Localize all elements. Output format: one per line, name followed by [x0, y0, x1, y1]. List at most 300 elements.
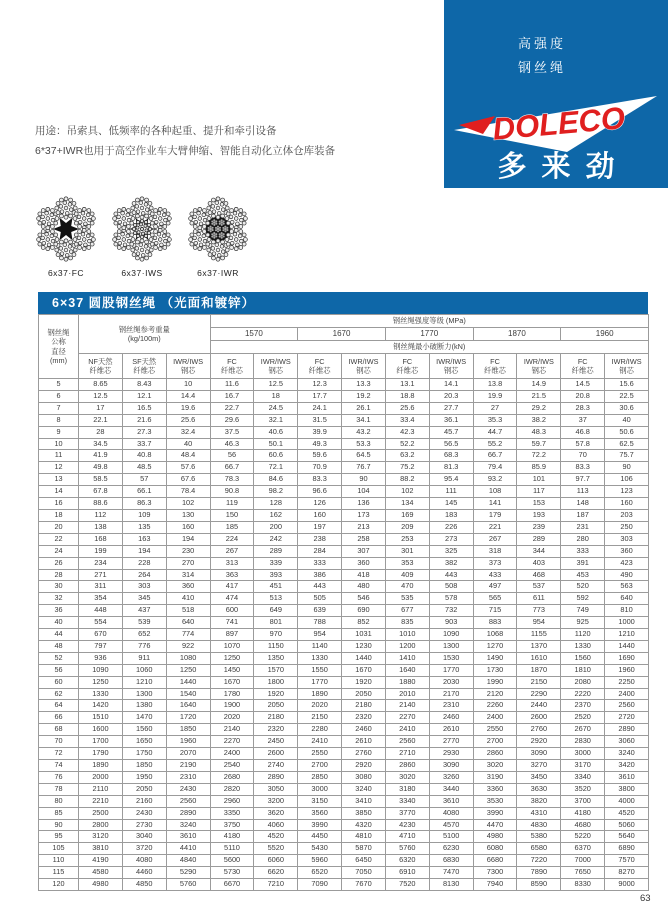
- value-cell: 2710: [385, 748, 429, 760]
- col-header-strength: 钢丝绳强度等级 (MPa): [210, 315, 649, 328]
- value-cell: 1350: [254, 652, 298, 664]
- value-cell: 3340: [385, 795, 429, 807]
- table-row: [39, 402, 649, 414]
- value-cell: 3720: [122, 843, 166, 855]
- value-cell: 2850: [298, 771, 342, 783]
- value-cell: 66.7: [210, 462, 254, 474]
- table-row: [39, 783, 649, 795]
- value-cell: 1800: [254, 676, 298, 688]
- diameter-cell: 115: [39, 867, 79, 879]
- diameter-cell: 56: [39, 664, 79, 676]
- value-cell: 1150: [254, 640, 298, 652]
- value-cell: 2160: [122, 795, 166, 807]
- diameter-cell: 76: [39, 771, 79, 783]
- value-cell: 363: [210, 569, 254, 581]
- value-cell: 3990: [298, 819, 342, 831]
- value-cell: 14.1: [429, 379, 473, 391]
- value-cell: 2890: [254, 771, 298, 783]
- value-cell: 1560: [122, 724, 166, 736]
- value-cell: 30.6: [605, 402, 649, 414]
- value-cell: 29.6: [210, 414, 254, 426]
- value-cell: 160: [298, 509, 342, 521]
- diameter-cell: 110: [39, 855, 79, 867]
- value-cell: 1790: [79, 748, 123, 760]
- diameter-cell: 40: [39, 617, 79, 629]
- value-cell: 5060: [605, 819, 649, 831]
- value-cell: 423: [605, 557, 649, 569]
- value-cell: 4410: [166, 843, 210, 855]
- diameter-cell: 16: [39, 498, 79, 510]
- value-cell: 1155: [517, 629, 561, 641]
- value-cell: 835: [385, 617, 429, 629]
- value-cell: 339: [254, 557, 298, 569]
- table-row: [39, 498, 649, 510]
- diameter-cell: 80: [39, 795, 79, 807]
- value-cell: 41.9: [79, 450, 123, 462]
- value-cell: 3750: [210, 819, 254, 831]
- value-cell: 2820: [210, 783, 254, 795]
- table-row: [39, 605, 649, 617]
- diameter-cell: 13: [39, 474, 79, 486]
- value-cell: 112: [79, 509, 123, 521]
- value-cell: 732: [429, 605, 473, 617]
- value-cell: 2440: [517, 700, 561, 712]
- value-cell: 59.7: [517, 438, 561, 450]
- logo-text-cn: 多来劲: [497, 151, 630, 183]
- value-cell: 231: [561, 521, 605, 533]
- usage-line2: 6*37+IWR也用于高空作业车大臂伸缩、智能自动化立体仓库装备: [35, 145, 336, 157]
- value-cell: 267: [210, 545, 254, 557]
- value-cell: 3180: [385, 783, 429, 795]
- value-cell: 1300: [429, 640, 473, 652]
- value-cell: 3080: [342, 771, 386, 783]
- value-cell: 46.8: [561, 426, 605, 438]
- value-cell: 497: [473, 581, 517, 593]
- value-cell: 776: [122, 640, 166, 652]
- value-cell: 194: [122, 545, 166, 557]
- value-cell: 123: [605, 486, 649, 498]
- value-cell: 3530: [473, 795, 517, 807]
- value-cell: 226: [429, 521, 473, 533]
- value-cell: 2270: [210, 736, 254, 748]
- value-cell: 7570: [605, 855, 649, 867]
- value-cell: 67.6: [166, 474, 210, 486]
- subcol-header: IWR/IWS 钢芯: [605, 354, 649, 379]
- weight-title: 钢丝绳参考重量: [118, 324, 170, 334]
- value-cell: 715: [473, 605, 517, 617]
- value-cell: 5100: [429, 831, 473, 843]
- diameter-cell: 60: [39, 676, 79, 688]
- value-cell: 6830: [429, 855, 473, 867]
- subcol-header: SF天然 纤维芯: [122, 354, 166, 379]
- value-cell: 4080: [122, 855, 166, 867]
- value-cell: 284: [298, 545, 342, 557]
- value-cell: 1540: [166, 688, 210, 700]
- value-cell: 2860: [473, 748, 517, 760]
- value-cell: 5220: [561, 831, 605, 843]
- value-cell: 2110: [79, 783, 123, 795]
- value-cell: 3150: [298, 795, 342, 807]
- value-cell: 2960: [210, 795, 254, 807]
- logo-text-en: DOLECO: [491, 100, 627, 147]
- value-cell: 18: [254, 390, 298, 402]
- value-cell: 1850: [166, 724, 210, 736]
- value-cell: 1900: [210, 700, 254, 712]
- value-cell: 1690: [605, 652, 649, 664]
- value-cell: 3440: [429, 783, 473, 795]
- value-cell: 253: [385, 533, 429, 545]
- value-cell: 403: [517, 557, 561, 569]
- value-cell: 14.9: [517, 379, 561, 391]
- value-cell: 2430: [166, 783, 210, 795]
- value-cell: 113: [561, 486, 605, 498]
- value-cell: 2050: [122, 783, 166, 795]
- table-row: [39, 379, 649, 391]
- value-cell: 37.5: [210, 426, 254, 438]
- value-cell: 1010: [385, 629, 429, 641]
- value-cell: 88.2: [385, 474, 429, 486]
- diameter-cell: 11: [39, 450, 79, 462]
- value-cell: 2180: [254, 712, 298, 724]
- value-cell: 19.2: [342, 390, 386, 402]
- value-cell: 239: [517, 521, 561, 533]
- value-cell: 1440: [166, 676, 210, 688]
- value-cell: 20.3: [429, 390, 473, 402]
- value-cell: 11.6: [210, 379, 254, 391]
- value-cell: 63.2: [385, 450, 429, 462]
- value-cell: 53.3: [342, 438, 386, 450]
- value-cell: 1890: [79, 760, 123, 772]
- value-cell: 32.4: [166, 426, 210, 438]
- value-cell: 2180: [342, 700, 386, 712]
- value-cell: 7940: [473, 879, 517, 891]
- value-cell: 2520: [561, 712, 605, 724]
- value-cell: 4180: [210, 831, 254, 843]
- value-cell: 183: [429, 509, 473, 521]
- table-row: [39, 807, 649, 819]
- value-cell: 33.7: [122, 438, 166, 450]
- value-cell: 84.6: [254, 474, 298, 486]
- value-cell: 2410: [298, 736, 342, 748]
- value-cell: 48.4: [166, 450, 210, 462]
- value-cell: 2050: [342, 688, 386, 700]
- value-cell: 4570: [429, 819, 473, 831]
- value-cell: 72.2: [517, 450, 561, 462]
- value-cell: 354: [79, 593, 123, 605]
- value-cell: 611: [517, 593, 561, 605]
- value-cell: 451: [254, 581, 298, 593]
- value-cell: 75.2: [385, 462, 429, 474]
- value-cell: 138: [79, 521, 123, 533]
- banner-title-line2: 钢丝绳: [518, 60, 567, 75]
- value-cell: 35.3: [473, 414, 517, 426]
- spec-table: [38, 314, 649, 891]
- table-row: [39, 700, 649, 712]
- table-row: [39, 629, 649, 641]
- value-cell: 1031: [342, 629, 386, 641]
- value-cell: 788: [298, 617, 342, 629]
- value-cell: 264: [122, 569, 166, 581]
- value-cell: 72.1: [254, 462, 298, 474]
- value-cell: 93.2: [473, 474, 517, 486]
- value-cell: 150: [210, 509, 254, 521]
- brand-banner: [444, 0, 668, 188]
- value-cell: 1068: [473, 629, 517, 641]
- value-cell: 382: [429, 557, 473, 569]
- value-cell: 134: [385, 498, 429, 510]
- rope-diagram-iwr: [180, 196, 256, 278]
- value-cell: 1880: [385, 676, 429, 688]
- value-cell: 2540: [210, 760, 254, 772]
- rope-diagram-label: 6x37·IWS: [121, 268, 163, 278]
- value-cell: 2740: [254, 760, 298, 772]
- value-cell: 33.4: [385, 414, 429, 426]
- value-cell: 1440: [342, 652, 386, 664]
- value-cell: 36.1: [429, 414, 473, 426]
- value-cell: 1510: [79, 712, 123, 724]
- value-cell: 2430: [122, 807, 166, 819]
- value-cell: 270: [166, 557, 210, 569]
- value-cell: 258: [342, 533, 386, 545]
- value-cell: 199: [79, 545, 123, 557]
- value-cell: 563: [605, 581, 649, 593]
- value-cell: 2400: [605, 688, 649, 700]
- value-cell: 474: [210, 593, 254, 605]
- value-cell: 360: [342, 557, 386, 569]
- value-cell: 418: [342, 569, 386, 581]
- value-cell: 106: [605, 474, 649, 486]
- value-cell: 3090: [517, 748, 561, 760]
- col-header-breaking: 钢丝绳最小破断力(kN): [210, 341, 649, 354]
- diameter-cell: 85: [39, 807, 79, 819]
- value-cell: 3620: [254, 807, 298, 819]
- value-cell: 141: [473, 498, 517, 510]
- value-cell: 1750: [122, 748, 166, 760]
- value-cell: 2370: [561, 700, 605, 712]
- value-cell: 280: [561, 533, 605, 545]
- value-cell: 203: [605, 509, 649, 521]
- value-cell: 2320: [254, 724, 298, 736]
- value-cell: 453: [561, 569, 605, 581]
- value-cell: 70.9: [298, 462, 342, 474]
- value-cell: 2210: [79, 795, 123, 807]
- value-cell: 2260: [473, 700, 517, 712]
- value-cell: 4810: [342, 831, 386, 843]
- value-cell: 386: [298, 569, 342, 581]
- value-cell: 273: [429, 533, 473, 545]
- value-cell: 2830: [561, 736, 605, 748]
- grade-header: 1960: [561, 328, 649, 341]
- value-cell: 3770: [385, 807, 429, 819]
- value-cell: 8.65: [79, 379, 123, 391]
- subcol-header: FC 纤维芯: [298, 354, 342, 379]
- value-cell: 194: [166, 533, 210, 545]
- table-row: [39, 545, 649, 557]
- value-cell: 4680: [561, 819, 605, 831]
- value-cell: 513: [254, 593, 298, 605]
- value-cell: 3360: [473, 783, 517, 795]
- diameter-cell: 20: [39, 521, 79, 533]
- value-cell: 2460: [342, 724, 386, 736]
- value-cell: 7300: [473, 867, 517, 879]
- value-cell: 22.1: [79, 414, 123, 426]
- value-cell: 1780: [210, 688, 254, 700]
- value-cell: 2270: [385, 712, 429, 724]
- value-cell: 267: [473, 533, 517, 545]
- value-cell: 2760: [342, 748, 386, 760]
- value-cell: 922: [166, 640, 210, 652]
- value-cell: 135: [122, 521, 166, 533]
- value-cell: 490: [605, 569, 649, 581]
- value-cell: 40: [605, 414, 649, 426]
- value-cell: 4980: [79, 879, 123, 891]
- diameter-cell: 48: [39, 640, 79, 652]
- diameter-cell: 72: [39, 748, 79, 760]
- value-cell: 4840: [166, 855, 210, 867]
- table-row: [39, 450, 649, 462]
- value-cell: 1210: [122, 676, 166, 688]
- rope-cross-section-icon: [105, 196, 179, 264]
- value-cell: 3240: [166, 819, 210, 831]
- value-cell: 301: [385, 545, 429, 557]
- value-cell: 1640: [166, 700, 210, 712]
- value-cell: 4060: [254, 819, 298, 831]
- value-cell: 2550: [298, 748, 342, 760]
- value-cell: 2410: [385, 724, 429, 736]
- value-cell: 169: [385, 509, 429, 521]
- value-cell: 6680: [473, 855, 517, 867]
- value-cell: 1560: [561, 652, 605, 664]
- table-row: [39, 879, 649, 891]
- table-row: [39, 581, 649, 593]
- value-cell: 46.3: [210, 438, 254, 450]
- value-cell: 22.7: [210, 402, 254, 414]
- value-cell: 4470: [473, 819, 517, 831]
- value-cell: 1250: [79, 676, 123, 688]
- table-row: [39, 855, 649, 867]
- value-cell: 3610: [429, 795, 473, 807]
- value-cell: 200: [254, 521, 298, 533]
- value-cell: 2000: [79, 771, 123, 783]
- table-row: [39, 819, 649, 831]
- value-cell: 3700: [561, 795, 605, 807]
- value-cell: 242: [254, 533, 298, 545]
- value-cell: 360: [166, 581, 210, 593]
- weight-unit: (kg/100m): [127, 334, 161, 343]
- value-cell: 2890: [166, 807, 210, 819]
- value-cell: 26.1: [342, 402, 386, 414]
- rope-diagram-iws: [104, 196, 180, 278]
- diameter-cell: 8: [39, 414, 79, 426]
- table-row: [39, 867, 649, 879]
- value-cell: 4580: [79, 867, 123, 879]
- value-cell: 13.3: [342, 379, 386, 391]
- value-cell: 2070: [166, 748, 210, 760]
- table-row: [39, 462, 649, 474]
- value-cell: 230: [166, 545, 210, 557]
- value-cell: 2700: [298, 760, 342, 772]
- value-cell: 1370: [517, 640, 561, 652]
- value-cell: 3050: [254, 783, 298, 795]
- table-row: [39, 617, 649, 629]
- value-cell: 468: [517, 569, 561, 581]
- table-row: [39, 831, 649, 843]
- value-cell: 2280: [298, 724, 342, 736]
- value-cell: 17.7: [298, 390, 342, 402]
- value-cell: 2460: [429, 712, 473, 724]
- value-cell: 3000: [561, 748, 605, 760]
- value-cell: 480: [342, 581, 386, 593]
- value-cell: 344: [517, 545, 561, 557]
- value-cell: 136: [342, 498, 386, 510]
- table-row: [39, 664, 649, 676]
- value-cell: 90.8: [210, 486, 254, 498]
- value-cell: 5600: [210, 855, 254, 867]
- rope-diagram-label: 6x37·IWR: [197, 268, 239, 278]
- value-cell: 2610: [429, 724, 473, 736]
- value-cell: 13.8: [473, 379, 517, 391]
- value-cell: 8330: [561, 879, 605, 891]
- diameter-cell: 14: [39, 486, 79, 498]
- value-cell: 2670: [561, 724, 605, 736]
- value-cell: 2600: [517, 712, 561, 724]
- value-cell: 313: [210, 557, 254, 569]
- value-cell: 40.6: [254, 426, 298, 438]
- value-cell: 128: [254, 498, 298, 510]
- value-cell: 60.6: [254, 450, 298, 462]
- value-cell: 7470: [429, 867, 473, 879]
- rope-cross-section-icon: [181, 196, 255, 264]
- value-cell: 163: [122, 533, 166, 545]
- value-cell: 600: [210, 605, 254, 617]
- value-cell: 83.3: [298, 474, 342, 486]
- value-cell: 2600: [254, 748, 298, 760]
- value-cell: 670: [79, 629, 123, 641]
- value-cell: 4520: [605, 807, 649, 819]
- value-cell: 3410: [342, 795, 386, 807]
- value-cell: 6620: [254, 867, 298, 879]
- value-cell: 197: [298, 521, 342, 533]
- value-cell: 78.3: [210, 474, 254, 486]
- col-header-weight: [79, 315, 211, 354]
- value-cell: 6890: [605, 843, 649, 855]
- value-cell: 5870: [342, 843, 386, 855]
- value-cell: 4830: [517, 819, 561, 831]
- value-cell: 4850: [122, 879, 166, 891]
- value-cell: 903: [429, 617, 473, 629]
- value-cell: 148: [561, 498, 605, 510]
- value-cell: 44.7: [473, 426, 517, 438]
- grade-header: 1870: [473, 328, 561, 341]
- value-cell: 410: [166, 593, 210, 605]
- table-row: [39, 474, 649, 486]
- value-cell: 55.2: [473, 438, 517, 450]
- value-cell: 4180: [561, 807, 605, 819]
- subcol-header: FC 纤维芯: [385, 354, 429, 379]
- value-cell: 797: [79, 640, 123, 652]
- table-row: [39, 760, 649, 772]
- value-cell: 373: [473, 557, 517, 569]
- value-cell: 3350: [210, 807, 254, 819]
- value-cell: 773: [517, 605, 561, 617]
- value-cell: 2020: [298, 700, 342, 712]
- value-cell: 1770: [429, 664, 473, 676]
- value-cell: 5960: [298, 855, 342, 867]
- value-cell: 25.6: [385, 402, 429, 414]
- value-cell: 3630: [517, 783, 561, 795]
- value-cell: 2170: [429, 688, 473, 700]
- value-cell: 8590: [517, 879, 561, 891]
